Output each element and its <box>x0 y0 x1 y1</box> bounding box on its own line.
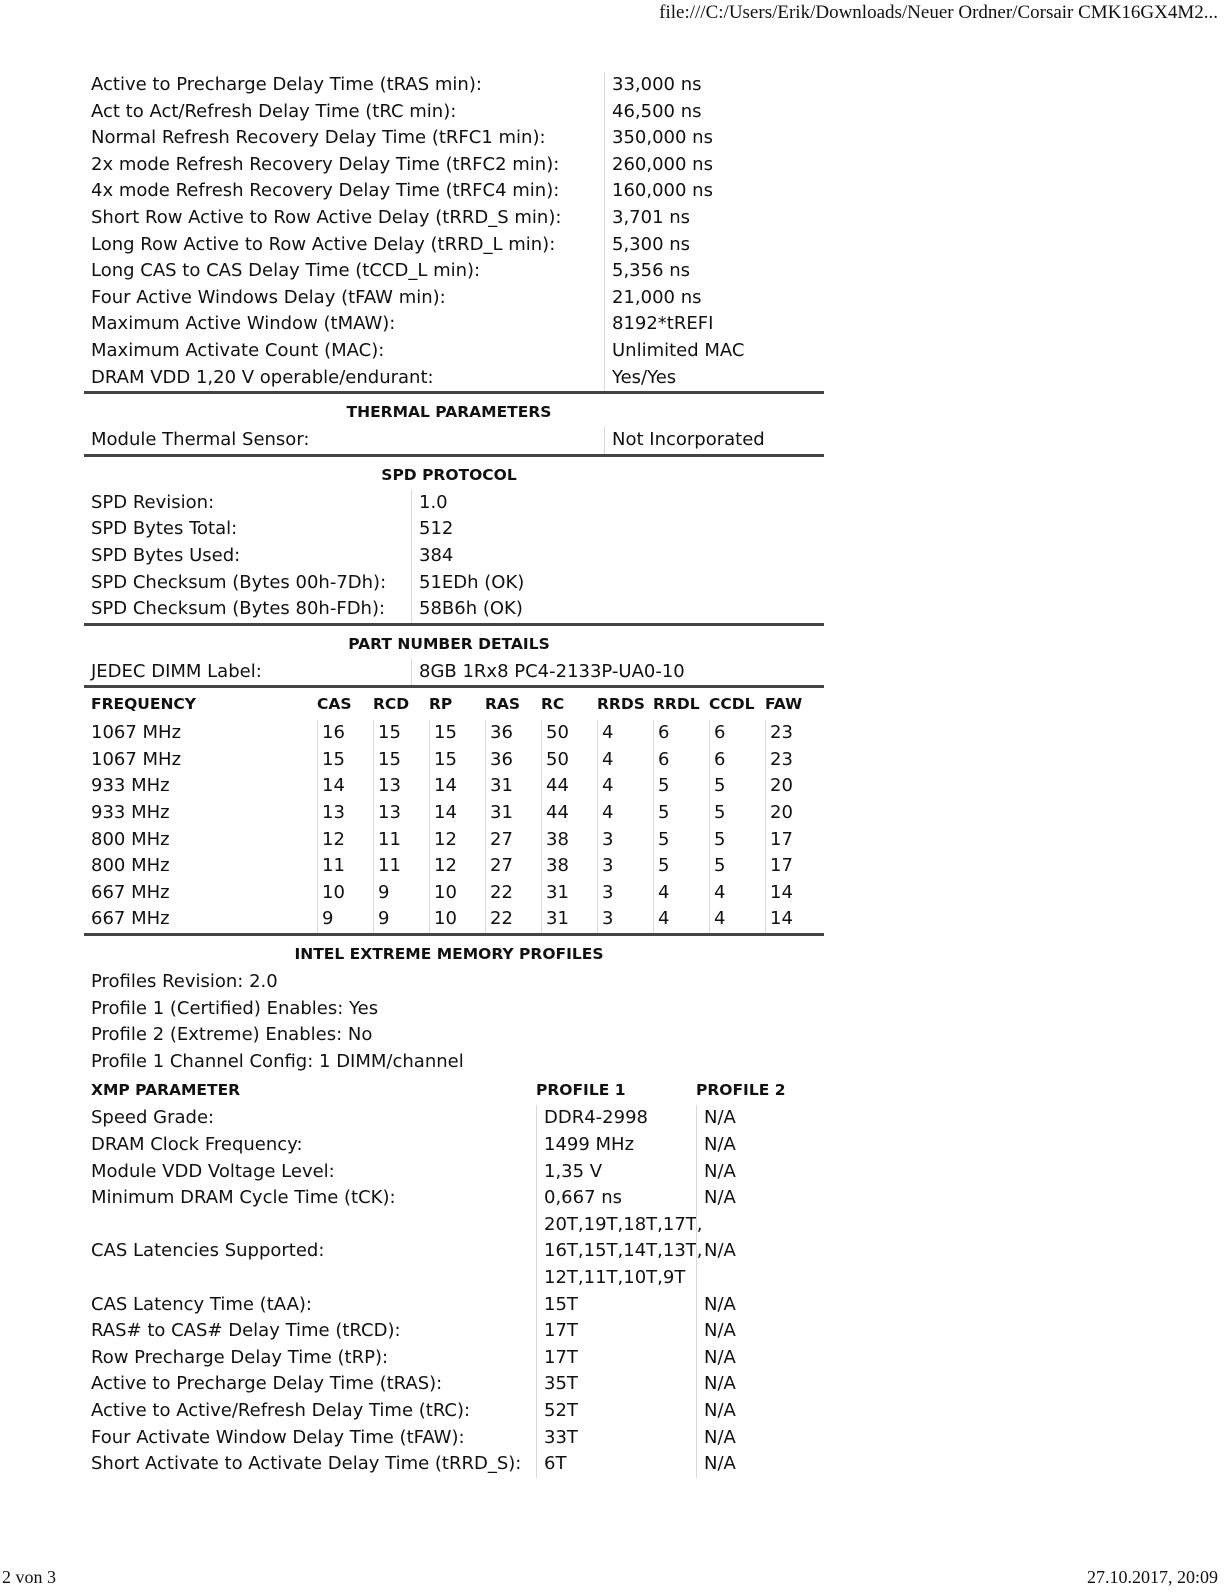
xmp-parameter-label: Row Precharge Delay Time (tRP): <box>91 1346 389 1368</box>
timing-cell: 31 <box>485 800 541 827</box>
xmp-row <box>84 1318 824 1345</box>
xmp-parameter-label: Four Activate Window Delay Time (tFAW): <box>91 1426 465 1448</box>
xmp-profile2-value: N/A <box>696 1132 816 1159</box>
xmp-row <box>84 1212 824 1292</box>
timing-cell: 5 <box>709 853 765 880</box>
xmp-row <box>84 1185 824 1212</box>
xmp-parameter-label: RAS# to CAS# Delay Time (tRCD): <box>91 1320 401 1342</box>
column-header: RC <box>541 695 565 714</box>
frequency-table-row <box>84 880 824 907</box>
xmp-row <box>84 1371 824 1398</box>
frequency-cell: 667 MHz <box>91 881 170 903</box>
xmp-row <box>84 1132 824 1159</box>
spd-label: SPD Revision: <box>91 491 215 513</box>
xmp-profile1-value: 52T <box>536 1398 696 1425</box>
timing-cell: 9 <box>373 880 429 907</box>
xmp-profile1-value: 1499 MHz <box>536 1132 696 1159</box>
timing-cell: 16 <box>317 720 373 747</box>
frequency-table-body <box>84 720 824 933</box>
xmp-profile1-value: 0,667 ns <box>536 1185 696 1212</box>
timing-cell: 4 <box>653 906 709 933</box>
timing-cell: 9 <box>317 906 373 933</box>
timing-value: 160,000 ns <box>604 178 824 205</box>
timing-label: Long Row Active to Row Active Delay (tRRD_L min): <box>91 233 556 255</box>
spd-value: 1.0 <box>411 490 824 517</box>
timing-label: Active to Precharge Delay Time (tRAS min): <box>91 74 482 95</box>
timing-cell: 44 <box>541 773 597 800</box>
xmp-profile2-value: N/A <box>696 1398 816 1425</box>
frequency-table-row <box>84 853 824 880</box>
timing-cell: 13 <box>373 773 429 800</box>
timing-cell: 20 <box>765 773 821 800</box>
xmp-parameter-label: Active to Active/Refresh Delay Time (tRC): <box>91 1399 471 1421</box>
timing-label: Act to Act/Refresh Delay Time (tRC min): <box>91 100 457 122</box>
timing-cell: 15 <box>317 747 373 774</box>
xmp-row <box>84 1451 824 1478</box>
print-timestamp: 27.10.2017, 20:09 <box>1086 1567 1218 1587</box>
timing-cell: 15 <box>429 720 485 747</box>
timing-value: Unlimited MAC <box>604 338 824 365</box>
column-header: FREQUENCY <box>91 695 197 714</box>
frequency-table-row <box>84 906 824 933</box>
timing-cell: 22 <box>485 906 541 933</box>
timing-value: 8192*tREFI <box>604 311 824 338</box>
xmp-profile2-value: N/A <box>696 1451 816 1478</box>
spd-value: 58B6h (OK) <box>411 596 824 623</box>
xmp-profile2-value: N/A <box>696 1345 816 1372</box>
timing-row <box>84 99 824 126</box>
timing-cell: 6 <box>709 747 765 774</box>
timing-cell: 11 <box>373 853 429 880</box>
xmp-profile2-value: N/A <box>696 1185 816 1212</box>
timing-cell: 14 <box>765 906 821 933</box>
timing-value: 350,000 ns <box>604 125 824 152</box>
timing-cell: 4 <box>597 800 653 827</box>
part-number-value: 8GB 1Rx8 PC4-2133P-UA0-10 <box>411 659 824 686</box>
timing-cell: 23 <box>765 720 821 747</box>
spd-value: 51EDh (OK) <box>411 570 824 597</box>
frequency-cell: 1067 MHz <box>91 722 182 744</box>
timing-cell: 3 <box>597 880 653 907</box>
timing-cell: 14 <box>429 773 485 800</box>
timing-label: DRAM VDD 1,20 V operable/endurant: <box>91 366 434 388</box>
timing-cell: 14 <box>429 800 485 827</box>
xmp-row <box>84 1292 824 1319</box>
timing-row <box>84 72 824 99</box>
timing-cell: 15 <box>373 747 429 774</box>
xmp-row <box>84 1425 824 1452</box>
timing-cell: 3 <box>597 906 653 933</box>
thermal-value: Not Incorporated <box>604 427 824 454</box>
timing-value: 21,000 ns <box>604 285 824 312</box>
column-header: RRDS <box>597 695 645 714</box>
timing-cell: 4 <box>709 906 765 933</box>
timing-cell: 6 <box>709 720 765 747</box>
column-header: RRDL <box>653 695 700 714</box>
xmp-parameter-label: CAS Latencies Supported: <box>91 1240 325 1262</box>
timing-cell: 3 <box>597 853 653 880</box>
timing-cell: 10 <box>429 906 485 933</box>
timing-value: 46,500 ns <box>604 99 824 126</box>
timing-cell: 12 <box>429 853 485 880</box>
xmp-profile1-value: DDR4-2998 <box>536 1105 696 1132</box>
spd-label: SPD Checksum (Bytes 80h-FDh): <box>91 598 386 620</box>
timing-cell: 31 <box>541 906 597 933</box>
xmp-profile1-value: 35T <box>536 1371 696 1398</box>
timing-cell: 10 <box>429 880 485 907</box>
timing-row <box>84 285 824 312</box>
timing-cell: 22 <box>485 880 541 907</box>
xmp-row <box>84 1345 824 1372</box>
timing-cell: 27 <box>485 853 541 880</box>
timing-cell: 10 <box>317 880 373 907</box>
spd-value: 384 <box>411 543 824 570</box>
timing-row <box>84 152 824 179</box>
timing-cell: 14 <box>317 773 373 800</box>
column-header: RP <box>429 695 453 714</box>
xmp-info-line: Profile 1 Channel Config: 1 DIMM/channel <box>91 1050 464 1072</box>
timing-value: 5,356 ns <box>604 258 824 285</box>
timing-cell: 20 <box>765 800 821 827</box>
timing-label: Maximum Active Window (tMAW): <box>91 313 396 335</box>
frequency-cell: 1067 MHz <box>91 748 182 770</box>
timing-value: 33,000 ns <box>604 72 824 99</box>
xmp-profile1-value: 6T <box>536 1451 696 1478</box>
column-header: CCDL <box>709 695 755 714</box>
xmp-parameter-label: Module VDD Voltage Level: <box>91 1160 335 1182</box>
timing-cell: 11 <box>373 827 429 854</box>
timing-label: Maximum Activate Count (MAC): <box>91 339 385 361</box>
timing-section <box>84 72 824 394</box>
timing-cell: 17 <box>765 827 821 854</box>
timing-cell: 27 <box>485 827 541 854</box>
frequency-cell: 933 MHz <box>91 775 170 797</box>
timing-value: 5,300 ns <box>604 232 824 259</box>
timing-cell: 31 <box>541 880 597 907</box>
timing-label: 4x mode Refresh Recovery Delay Time (tRFC4 min): <box>91 180 560 202</box>
frequency-table-header <box>84 688 824 720</box>
frequency-table-row <box>84 747 824 774</box>
column-header: RAS <box>485 695 521 714</box>
timing-row <box>84 258 824 285</box>
xmp-profile1-value: 17T <box>536 1345 696 1372</box>
spd-row <box>84 490 824 517</box>
timing-cell: 38 <box>541 827 597 854</box>
xmp-parameter-label: DRAM Clock Frequency: <box>91 1134 303 1155</box>
section-title-thermal: THERMAL PARAMETERS <box>346 403 552 422</box>
timing-label: Short Row Active to Row Active Delay (tRRD_S min): <box>91 206 562 228</box>
spd-report <box>84 72 824 1478</box>
frequency-cell: 800 MHz <box>91 828 170 850</box>
column-header: PROFILE 1 <box>536 1081 626 1100</box>
section-title-xmp: INTEL EXTREME MEMORY PROFILES <box>84 933 824 969</box>
frequency-cell: 667 MHz <box>91 908 170 930</box>
spd-value: 512 <box>411 516 824 543</box>
xmp-table-header <box>84 1075 824 1105</box>
xmp-table-body <box>84 1105 824 1477</box>
xmp-info-line: Profile 2 (Extreme) Enables: No <box>91 1024 373 1046</box>
timing-cell: 13 <box>317 800 373 827</box>
spd-label: SPD Bytes Total: <box>91 518 238 540</box>
timing-row <box>84 311 824 338</box>
frequency-table-row <box>84 773 824 800</box>
timing-cell: 50 <box>541 747 597 774</box>
part-number-row <box>84 659 824 689</box>
timing-row <box>84 338 824 365</box>
xmp-row <box>84 1105 824 1132</box>
timing-value: 260,000 ns <box>604 152 824 179</box>
timing-cell: 4 <box>597 720 653 747</box>
xmp-profile2-value: N/A <box>696 1212 816 1292</box>
timing-cell: 15 <box>373 720 429 747</box>
thermal-label: Module Thermal Sensor: <box>91 429 310 451</box>
timing-value: Yes/Yes <box>604 365 824 392</box>
part-number-label: JEDEC DIMM Label: <box>91 660 262 682</box>
timing-cell: 15 <box>429 747 485 774</box>
frequency-cell: 800 MHz <box>91 855 170 877</box>
frequency-cell: 933 MHz <box>91 802 170 824</box>
timing-cell: 13 <box>373 800 429 827</box>
timing-cell: 11 <box>317 853 373 880</box>
page-number: 2 von 3 <box>2 1567 56 1587</box>
timing-cell: 44 <box>541 800 597 827</box>
xmp-profile2-value: N/A <box>696 1292 816 1319</box>
xmp-profile2-value: N/A <box>696 1159 816 1186</box>
xmp-profile1-value: 17T <box>536 1318 696 1345</box>
timing-cell: 5 <box>653 800 709 827</box>
column-header: FAW <box>765 695 803 714</box>
spd-label: SPD Bytes Used: <box>91 544 241 566</box>
timing-label: Four Active Windows Delay (tFAW min): <box>91 286 446 308</box>
xmp-parameter-label: Minimum DRAM Cycle Time (tCK): <box>91 1187 396 1209</box>
xmp-profile1-value: 15T <box>536 1292 696 1319</box>
timing-cell: 38 <box>541 853 597 880</box>
timing-cell: 9 <box>373 906 429 933</box>
timing-cell: 6 <box>653 747 709 774</box>
xmp-profile1-value: 33T <box>536 1425 696 1452</box>
xmp-profile2-value: N/A <box>696 1425 816 1452</box>
timing-cell: 5 <box>709 800 765 827</box>
timing-row <box>84 125 824 152</box>
spd-row <box>84 596 824 626</box>
timing-row <box>84 205 824 232</box>
timing-cell: 14 <box>765 880 821 907</box>
timing-cell: 50 <box>541 720 597 747</box>
timing-cell: 5 <box>653 853 709 880</box>
thermal-row <box>84 427 824 457</box>
xmp-parameter-label: Short Activate to Activate Delay Time (tRRD_S): <box>91 1453 522 1475</box>
spd-row <box>84 543 824 570</box>
xmp-profile2-value: N/A <box>696 1371 816 1398</box>
xmp-parameter-label: Active to Precharge Delay Time (tRAS): <box>91 1373 443 1395</box>
timing-label: Normal Refresh Recovery Delay Time (tRFC1 min): <box>91 127 546 149</box>
xmp-profile2-value: N/A <box>696 1105 816 1132</box>
timing-cell: 4 <box>597 747 653 774</box>
xmp-profile2-value: N/A <box>696 1318 816 1345</box>
timing-cell: 6 <box>653 720 709 747</box>
column-header: XMP PARAMETER <box>91 1081 241 1100</box>
timing-cell: 3 <box>597 827 653 854</box>
timing-cell: 5 <box>709 827 765 854</box>
timing-label: Long CAS to CAS Delay Time (tCCD_L min): <box>91 260 481 282</box>
timing-label: 2x mode Refresh Recovery Delay Time (tRFC2 min): <box>91 153 560 175</box>
spd-row <box>84 570 824 597</box>
xmp-info-line: Profiles Revision: 2.0 <box>91 971 278 993</box>
timing-row <box>84 232 824 259</box>
page-url: file:///C:/Users/Erik/Downloads/Neuer Ordner/Corsair CMK16GX4M2... <box>659 2 1218 23</box>
timing-cell: 12 <box>429 827 485 854</box>
section-title-part-number: PART NUMBER DETAILS <box>348 634 550 653</box>
timing-cell: 5 <box>653 773 709 800</box>
xmp-parameter-label: CAS Latency Time (tAA): <box>91 1293 312 1315</box>
xmp-profile1-value: 1,35 V <box>536 1159 696 1186</box>
xmp-profile1-value: 20T,19T,18T,17T, 16T,15T,14T,13T, 12T,11T,10T,9T <box>536 1212 696 1292</box>
xmp-row <box>84 1398 824 1425</box>
timing-cell: 12 <box>317 827 373 854</box>
column-header: RCD <box>373 695 410 714</box>
frequency-table-row <box>84 720 824 747</box>
column-header: PROFILE 2 <box>696 1081 786 1100</box>
frequency-table-row <box>84 827 824 854</box>
timing-cell: 5 <box>709 773 765 800</box>
timing-cell: 4 <box>709 880 765 907</box>
timing-cell: 17 <box>765 853 821 880</box>
timing-row <box>84 178 824 205</box>
spd-label: SPD Checksum (Bytes 00h-7Dh): <box>91 571 387 593</box>
spd-row <box>84 516 824 543</box>
timing-cell: 23 <box>765 747 821 774</box>
timing-value: 3,701 ns <box>604 205 824 232</box>
timing-cell: 36 <box>485 720 541 747</box>
column-header: CAS <box>317 695 352 714</box>
timing-cell: 4 <box>653 880 709 907</box>
timing-cell: 36 <box>485 747 541 774</box>
timing-cell: 31 <box>485 773 541 800</box>
frequency-table-row <box>84 800 824 827</box>
timing-cell: 4 <box>597 773 653 800</box>
xmp-row <box>84 1159 824 1186</box>
timing-row <box>84 365 824 395</box>
timing-cell: 5 <box>653 827 709 854</box>
xmp-parameter-label: Speed Grade: <box>91 1107 215 1129</box>
section-title-spd: SPD PROTOCOL <box>381 465 517 484</box>
xmp-info-line: Profile 1 (Certified) Enables: Yes <box>91 997 379 1019</box>
